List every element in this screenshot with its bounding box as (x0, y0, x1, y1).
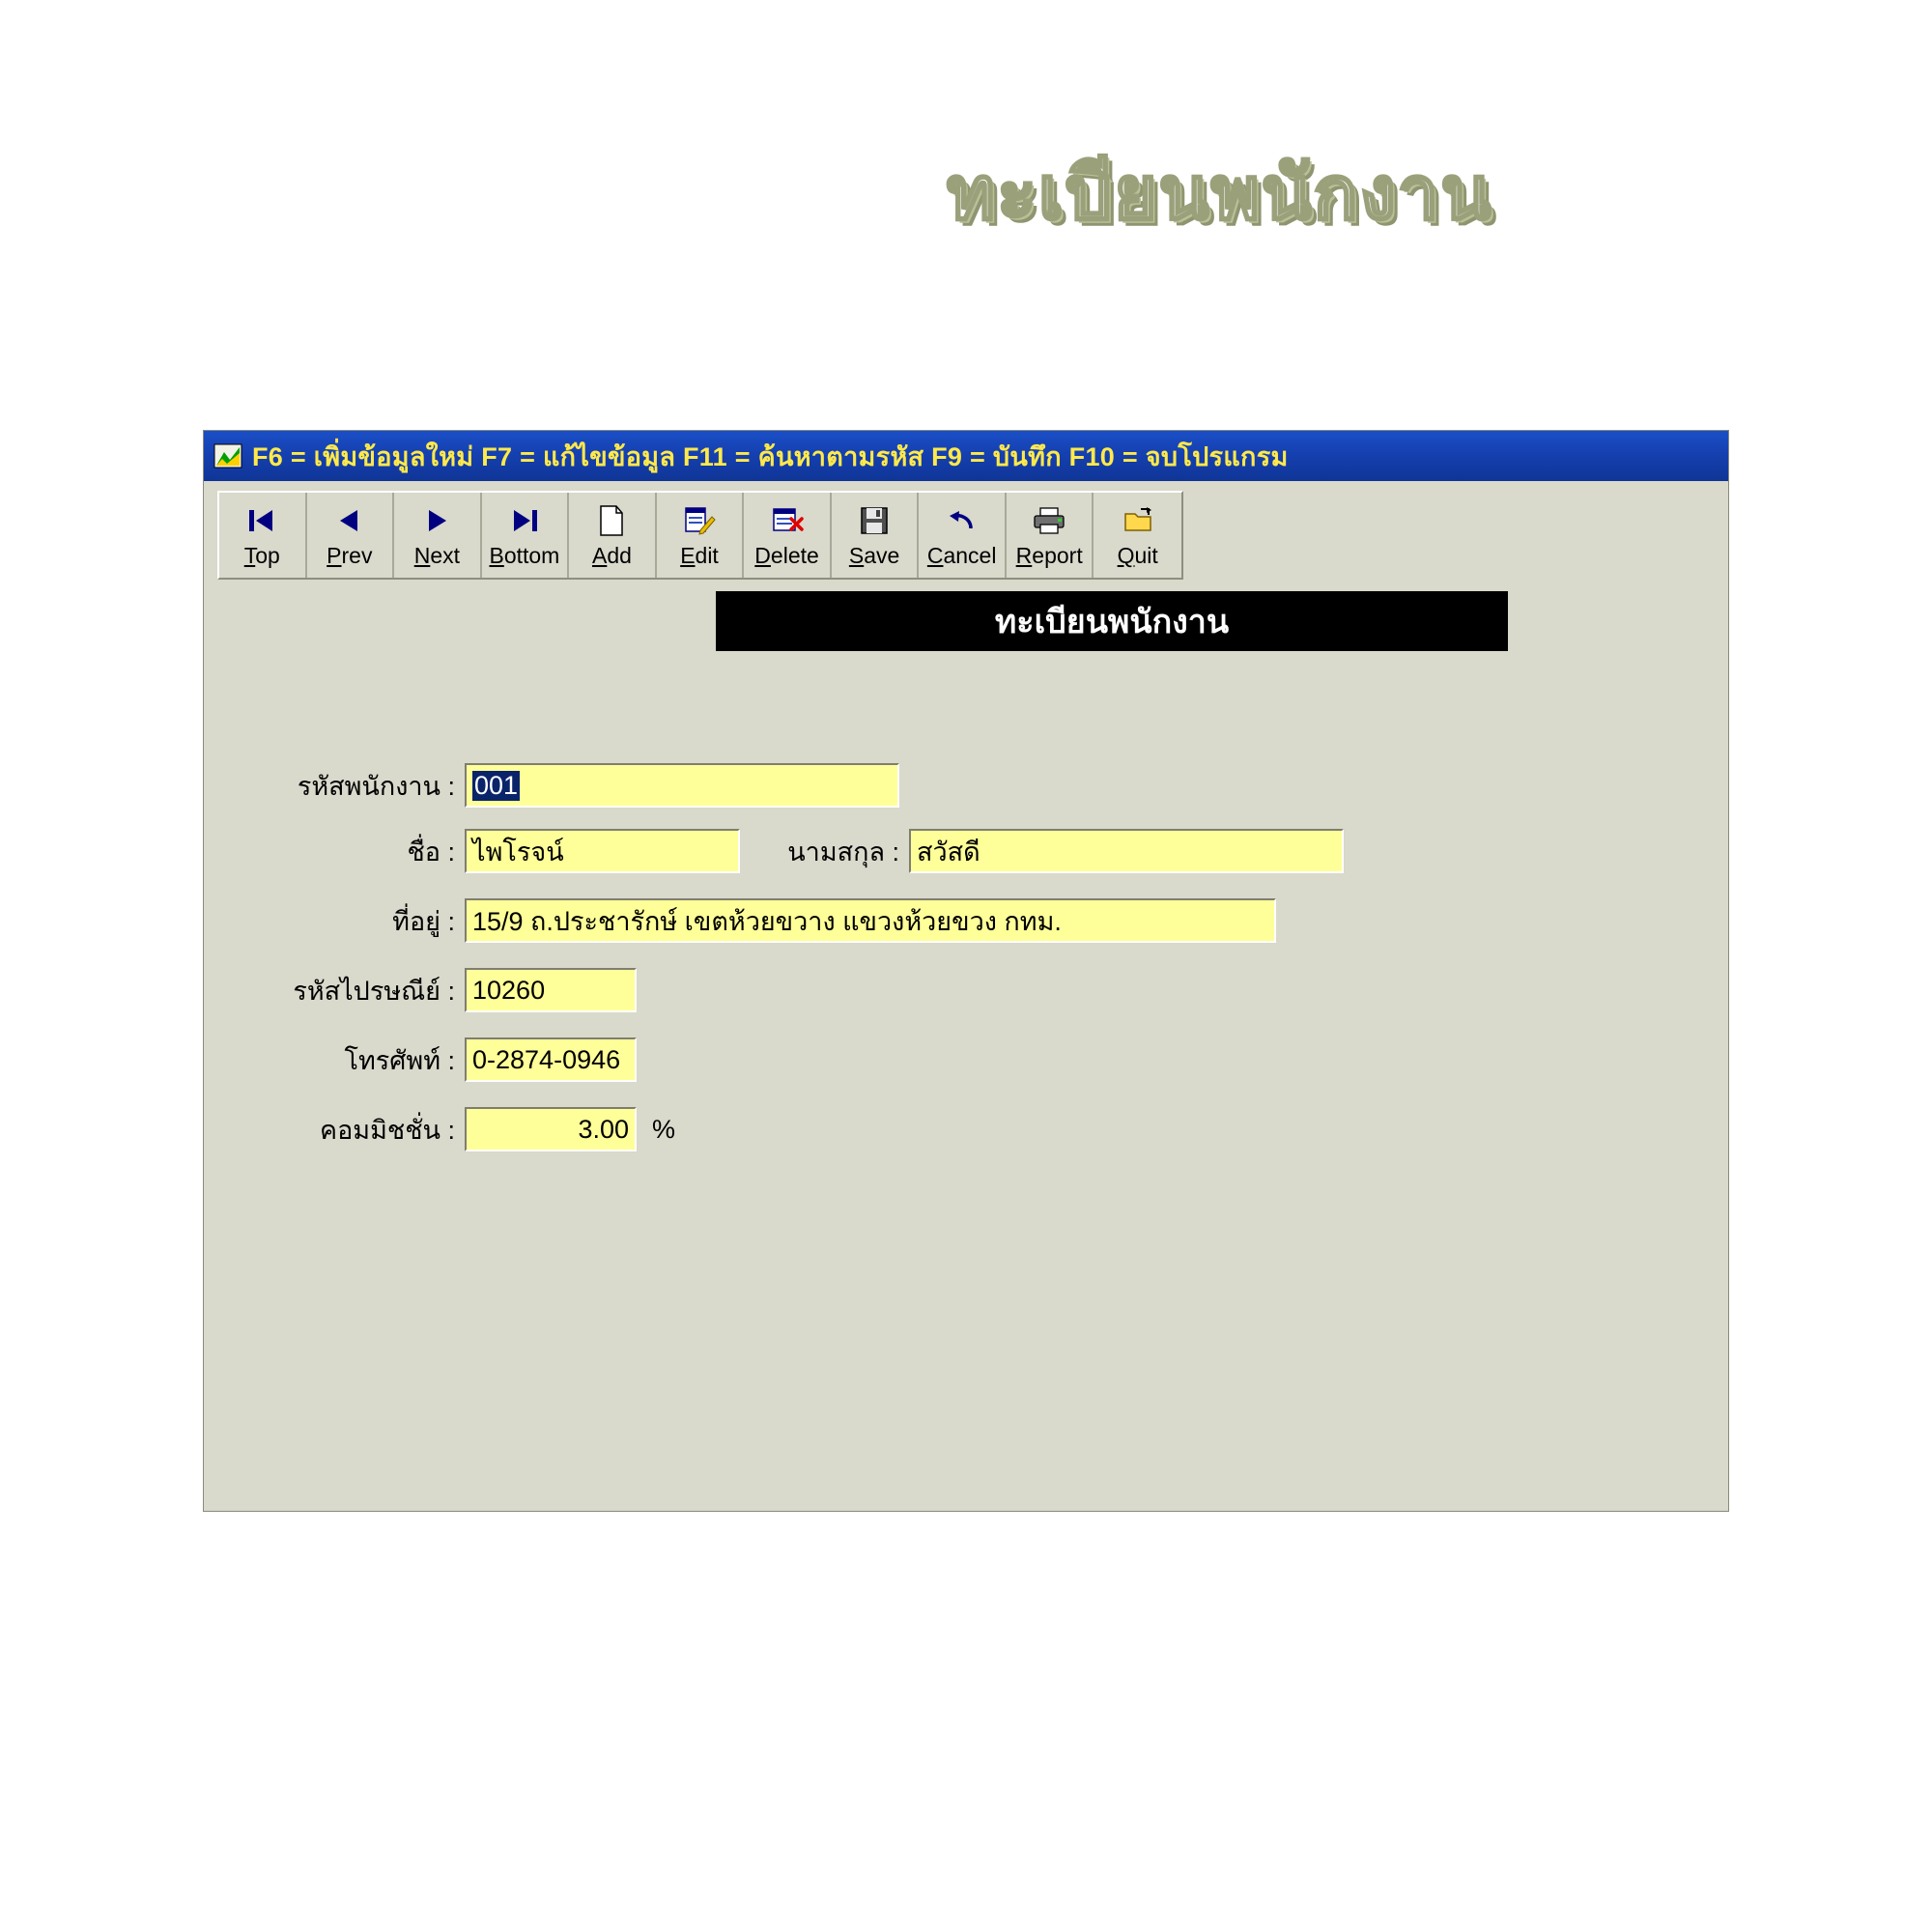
top-button-label: Top (243, 542, 280, 568)
prev-button[interactable] (307, 493, 395, 578)
phone-label: โทรศัพท์ : (344, 1045, 455, 1075)
bottom-button[interactable] (482, 493, 570, 578)
chart-app-icon (213, 441, 242, 470)
field-row-last-name (745, 829, 1344, 873)
last-record-icon (508, 502, 541, 539)
prev-button-label: Prev (327, 542, 373, 568)
first-record-icon (245, 502, 278, 539)
emp-code-value: 001 (474, 770, 519, 800)
new-document-icon (597, 502, 626, 539)
top-button[interactable] (219, 493, 307, 578)
quit-button-label: Quit (1117, 542, 1158, 568)
emp-code-label: รหัสพนักงาน : (297, 771, 455, 801)
edit-button[interactable] (657, 493, 745, 578)
quit-button[interactable] (1094, 493, 1181, 578)
phone-input[interactable]: 0-2874-0946 (465, 1037, 637, 1082)
commission-label: คอมมิชชั่น : (320, 1115, 455, 1145)
field-row-postcode (262, 968, 637, 1012)
next-record-icon (420, 502, 453, 539)
toolbar (217, 491, 1183, 580)
next-button-label: Next (413, 542, 461, 568)
title-bar (204, 431, 1728, 481)
delete-button-label: Delete (754, 542, 819, 568)
application-window (203, 430, 1729, 1512)
delete-record-icon (771, 502, 804, 539)
postcode-label: รหัสไปรษณีย์ : (293, 976, 455, 1006)
last-name-input[interactable]: สวัสดี (909, 829, 1344, 873)
address-input[interactable]: 15/9 ถ.ประชารักษ์ เขตห้วยขวาง แขวงห้วยขวง กทม. (465, 898, 1276, 943)
commission-input[interactable]: 3.00 (465, 1107, 637, 1151)
save-button[interactable] (832, 493, 920, 578)
field-row-emp-code (262, 763, 899, 808)
bottom-button-label: Bottom (489, 542, 560, 568)
field-row-address (262, 898, 1276, 943)
first-name-input[interactable]: ไพโรจน์ (465, 829, 740, 873)
undo-arrow-icon (946, 502, 979, 539)
floppy-disk-icon (859, 502, 890, 539)
field-row-commission (262, 1107, 675, 1151)
edit-pencil-icon (683, 502, 716, 539)
delete-button[interactable] (744, 493, 832, 578)
previous-record-icon (333, 502, 366, 539)
page-title: ทะเบียนพนักงาน (947, 153, 1493, 235)
first-name-label: ชื่อ : (407, 837, 455, 867)
last-name-label: นามสกุล : (787, 837, 899, 867)
field-row-phone (262, 1037, 637, 1082)
emp-code-input[interactable] (465, 763, 899, 808)
report-button[interactable] (1007, 493, 1094, 578)
add-button[interactable] (569, 493, 657, 578)
printer-icon (1032, 502, 1066, 539)
add-button-label: Add (591, 542, 632, 568)
cancel-button-label: Cancel (926, 542, 997, 568)
cancel-button[interactable] (919, 493, 1007, 578)
next-button[interactable] (394, 493, 482, 578)
open-folder-exit-icon (1122, 502, 1154, 539)
form-title-banner: ทะเบียนพนักงาน (716, 591, 1508, 651)
field-row-first-name (262, 829, 740, 873)
commission-percent-suffix: % (652, 1114, 676, 1144)
report-button-label: Report (1015, 542, 1083, 568)
employee-form (204, 580, 1728, 1145)
save-button-label: Save (848, 542, 900, 568)
edit-button-label: Edit (680, 542, 719, 568)
address-label: ที่อยู่ : (392, 906, 455, 936)
postcode-input[interactable]: 10260 (465, 968, 637, 1012)
title-bar-hotkey-help: F6 = เพิ่มข้อมูลใหม่ F7 = แก้ไขข้อมูล F11 = ค้นหาตามรหัส F9 = บันทึก F10 = จบโปรแกรม (252, 441, 1289, 471)
